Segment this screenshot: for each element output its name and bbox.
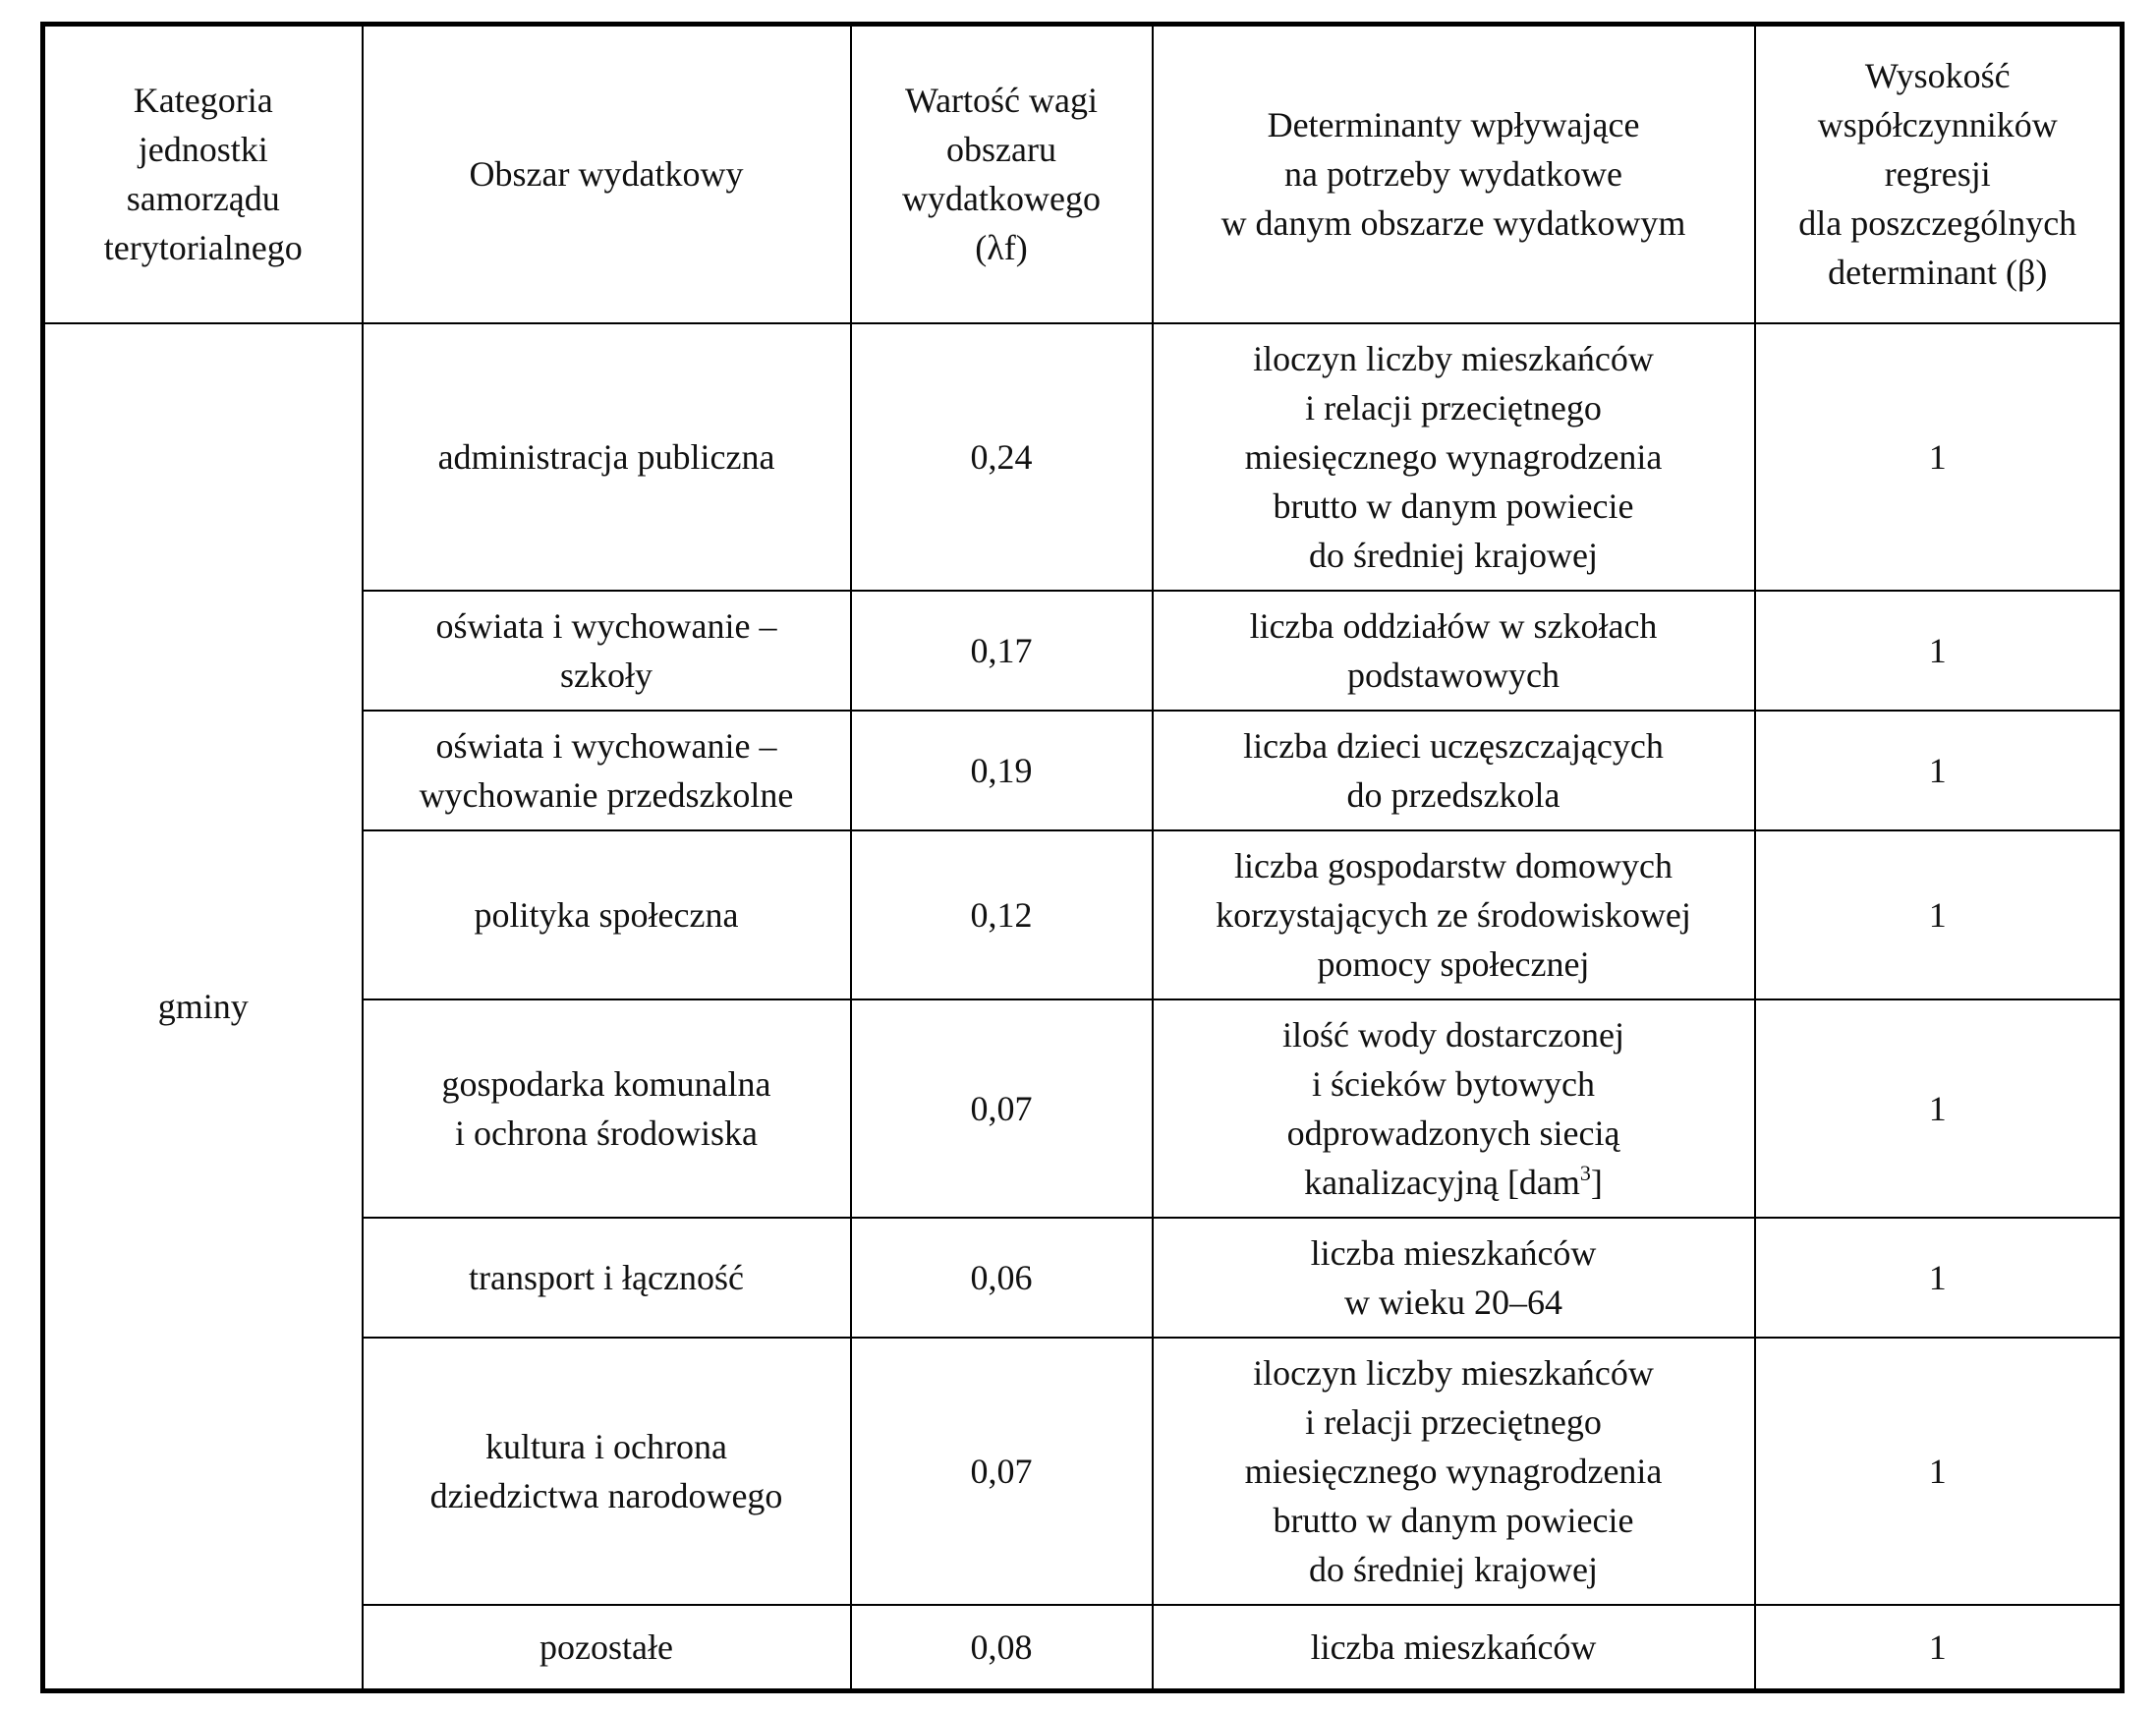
coefficient-cell: 1 — [1755, 591, 2123, 711]
coefficient-cell: 1 — [1755, 1605, 2123, 1691]
determinant-text: ilość wody dostarczonej i ścieków bytowych odprowadzonych siecią kanalizacyjną [dam — [1282, 1014, 1624, 1202]
weight-cell: 0,07 — [851, 1338, 1153, 1605]
weight-cell: 0,07 — [851, 999, 1153, 1218]
determinant-cell: liczba gospodarstw domowych korzystających ze środowiskowej pomocy społecznej — [1153, 830, 1755, 999]
coefficient-cell: 1 — [1755, 323, 2123, 591]
coefficient-cell: 1 — [1755, 1218, 2123, 1338]
area-cell: pozostałe — [363, 1605, 851, 1691]
coefficient-cell: 1 — [1755, 830, 2123, 999]
weight-cell: 0,19 — [851, 711, 1153, 830]
weight-cell: 0,08 — [851, 1605, 1153, 1691]
determinant-cell: iloczyn liczby mieszkańców i relacji przeciętnego miesięcznego wynagrodzenia brutto w danym powiecie do średniej krajowej — [1153, 323, 1755, 591]
determinant-cell: liczba oddziałów w szkołach podstawowych — [1153, 591, 1755, 711]
weight-cell: 0,06 — [851, 1218, 1153, 1338]
header-coefficient: Wysokość współczynników regresji dla poszczególnych determinant (β) — [1755, 25, 2123, 323]
area-cell: administracja publiczna — [363, 323, 851, 591]
table-row — [43, 323, 2123, 591]
determinant-cell: liczba mieszkańców — [1153, 1605, 1755, 1691]
determinant-cell: liczba dzieci uczęszczających do przedszkola — [1153, 711, 1755, 830]
header-category: Kategoria jednostki samorządu terytorialnego — [43, 25, 363, 323]
determinant-cell — [1153, 999, 1755, 1218]
coefficient-cell: 1 — [1755, 711, 2123, 830]
weight-cell: 0,24 — [851, 323, 1153, 591]
coefficient-cell: 1 — [1755, 1338, 2123, 1605]
area-cell: oświata i wychowanie – szkoły — [363, 591, 851, 711]
header-area: Obszar wydatkowy — [363, 25, 851, 323]
area-cell: polityka społeczna — [363, 830, 851, 999]
area-cell: oświata i wychowanie – wychowanie przedszkolne — [363, 711, 851, 830]
weight-cell: 0,12 — [851, 830, 1153, 999]
determinant-cell: liczba mieszkańców w wieku 20–64 — [1153, 1218, 1755, 1338]
coefficient-cell: 1 — [1755, 999, 2123, 1218]
area-cell: transport i łączność — [363, 1218, 851, 1338]
determinant-tail: ] — [1590, 1162, 1603, 1202]
header-row — [43, 25, 2123, 323]
area-cell: gospodarka komunalna i ochrona środowiska — [363, 999, 851, 1218]
area-cell: kultura i ochrona dziedzictwa narodowego — [363, 1338, 851, 1605]
superscript: 3 — [1579, 1160, 1591, 1185]
determinant-cell: iloczyn liczby mieszkańców i relacji przeciętnego miesięcznego wynagrodzenia brutto w danym powiecie do średniej krajowej — [1153, 1338, 1755, 1605]
category-cell: gminy — [43, 323, 363, 1691]
weight-cell: 0,17 — [851, 591, 1153, 711]
header-determinant: Determinanty wpływające na potrzeby wydatkowe w danym obszarze wydatkowym — [1153, 25, 1755, 323]
expenditure-weights-table — [40, 22, 2125, 1693]
header-weight: Wartość wagi obszaru wydatkowego (λf) — [851, 25, 1153, 323]
